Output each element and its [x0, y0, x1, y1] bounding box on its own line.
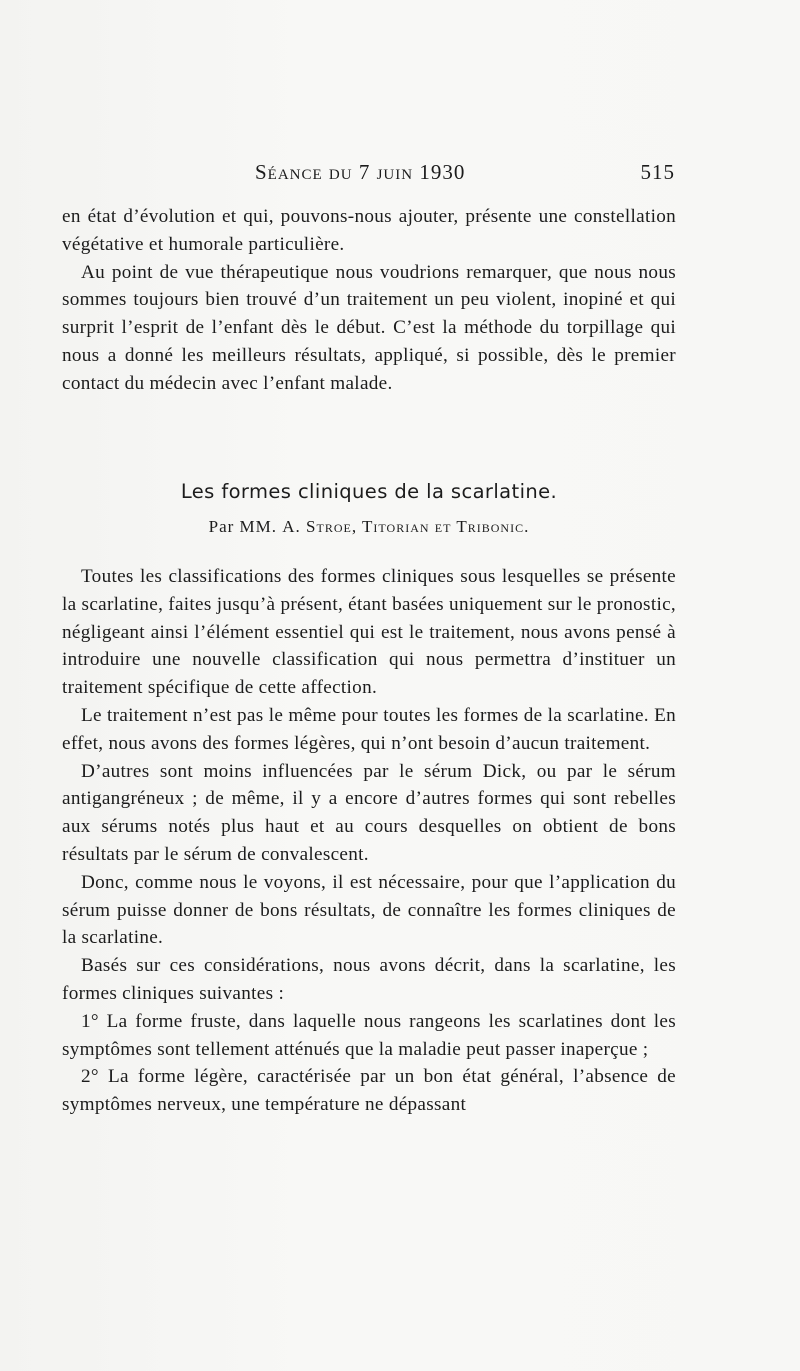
paragraph: Toutes les classifications des formes cliniques sous lesquelles se présente la scarlatine, faites jusqu’à présent, étant basées uniquement sur le pronostic, négligeant ainsi l’élément essentiel qui est le traitement, nous avons pensé à introduire une nouvelle classification qui nous permettra d’instituer un traitement spécifique de cette affection. [62, 566, 676, 699]
page-number: 515 [640, 160, 675, 184]
article-body [62, 563, 676, 1119]
running-head-title: Séance du 7 juin 1930 [255, 160, 466, 184]
paragraph: 2° La forme légère, caractérisée par un bon état général, l’absence de symptômes nerveux, une température ne dépassant [62, 1066, 676, 1116]
section-title: Les formes cliniques de la scarlatine. [180, 480, 558, 503]
running-head [255, 160, 675, 190]
authors-prefix: Par MM. [208, 517, 283, 536]
paragraph: D’autres sont moins influencées par le sérum Dick, ou par le sérum antigangréneux ; de même, il y a encore d’autres formes qui sont rebelles aux sérums notés plus haut et au cours desquelles on obtient de bons résultats par le sérum de convalescent. [62, 760, 676, 865]
paragraph: 1° La forme fruste, dans laquelle nous rangeons les scarlatines dont les symptômes sont tellement atténués que la maladie peut passer inaperçue ; [62, 1010, 676, 1060]
paragraph: Au point de vue thérapeutique nous voudrions remarquer, que nous nous sommes toujours bien trouvé d’un traitement un peu violent, inopiné et qui surprit l’esprit de l’enfant dès le début. C’est la méthode du torpillage qui nous a donné les meilleurs résultats, appliqué, si possible, dès le premier contact du médecin avec l’enfant malade. [62, 261, 676, 394]
section-authors [62, 517, 676, 537]
paragraph: Donc, comme nous le voyons, il est nécessaire, pour que l’application du sérum puisse donner de bons résultats, de connaître les formes cliniques de la scarlatine. [62, 871, 676, 949]
authors-names: A. Stroe, Titorian et Tribonic. [282, 517, 530, 536]
paragraph: Basés sur ces considérations, nous avons décrit, dans la scarlatine, les formes cliniques suivantes : [62, 955, 676, 1004]
paragraph: Le traitement n’est pas le même pour toutes les formes de la scarlatine. En effet, nous avons des formes légères, qui n’ont besoin d’aucun traitement. [62, 704, 676, 754]
paragraph: en état d’évolution et qui, pouvons-nous ajouter, présente une constellation végétative et humorale particulière. [62, 206, 676, 255]
intro-text [62, 203, 676, 398]
